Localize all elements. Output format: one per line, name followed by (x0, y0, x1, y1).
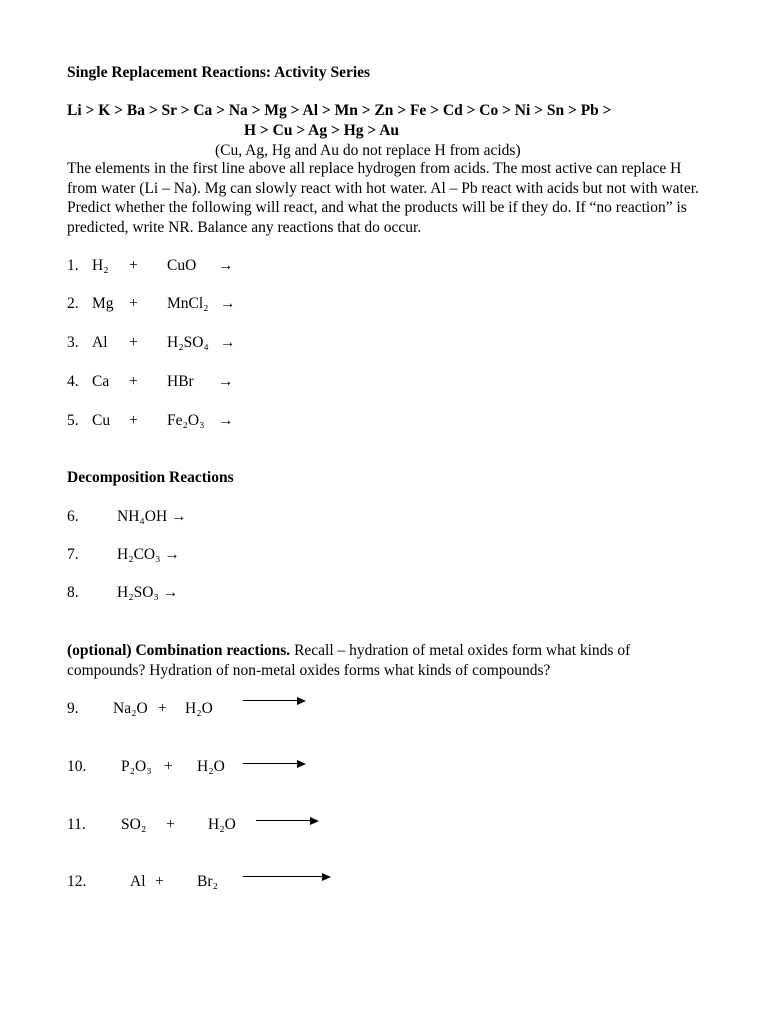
problem-number: 2. (67, 295, 79, 312)
reactant-1: H₂ (92, 257, 109, 274)
activity-series-line-1: Li > K > Ba > Sr > Ca > Na > Mg > Al > Mn > Zn > Fe > Cd > Co > Ni > Sn > Pb > (67, 102, 612, 119)
problem-number: 7. (67, 546, 79, 563)
reactant-1: Al (130, 873, 146, 890)
reaction-arrow-line (243, 876, 323, 877)
plus-sign: + (155, 873, 164, 890)
reactant-2: H₂SO₄ (167, 334, 209, 351)
problem-number: 3. (67, 334, 79, 351)
reactant-2: CuO (167, 257, 197, 274)
plus-sign: + (166, 816, 175, 833)
problem-number: 4. (67, 373, 79, 390)
combination-question: Recall – hydration of metal oxides form what kinds of compounds? Hydration of non-metal oxides forms what kinds of compounds? (67, 642, 631, 679)
reactant-2: H₂O (208, 816, 236, 833)
reaction-arrow-line (256, 820, 311, 821)
reaction-arrow: → (218, 257, 234, 274)
reactant-1: SO₂ (121, 816, 147, 833)
reaction-arrow-head (297, 697, 306, 705)
reactant-2: Fe₂O₃ (167, 412, 205, 429)
activity-series-note: (Cu, Ag, Hg and Au do not replace H from acids) (215, 142, 521, 159)
plus-sign: + (129, 373, 138, 390)
reactant-1: Na₂O (113, 700, 148, 717)
reactant-1: Ca (92, 373, 110, 390)
plus-sign: + (129, 412, 138, 429)
plus-sign: + (158, 700, 167, 717)
plus-sign: + (164, 758, 173, 775)
reactant-2: H₂O (185, 700, 213, 717)
problem-number: 8. (67, 584, 79, 601)
instructions-paragraph: The elements in the first line above all replace hydrogen from acids. The most active can replace H from water (Li – Na). Mg can slowly react with hot water. Al – Pb react with acids but not with water. Predict whether the following will react, and what the products will be if they do. If “no reaction” is predicted, write NR. Balance any reactions that do occur. (67, 160, 699, 236)
reactant-2: Br₂ (197, 873, 218, 890)
section-heading-combination: (optional) Combination reactions. (67, 642, 291, 659)
plus-sign: + (129, 334, 138, 351)
reaction-arrow-line (243, 763, 298, 764)
problem-number: 12. (67, 873, 87, 890)
reactant-1: Cu (92, 412, 111, 429)
decomposition-formula: NH₄OH → (117, 508, 187, 525)
reaction-arrow: → (218, 373, 234, 390)
decomposition-formula: H₂CO₃ → (117, 546, 180, 563)
reactant-2: H₂O (197, 758, 225, 775)
combination-intro (67, 641, 707, 680)
reaction-arrow-head (322, 873, 331, 881)
activity-series-line-2: H > Cu > Ag > Hg > Au (244, 122, 400, 139)
problem-number: 6. (67, 508, 79, 525)
reaction-arrow: → (220, 334, 236, 351)
problem-number: 9. (67, 700, 79, 717)
plus-sign: + (129, 257, 138, 274)
decomposition-formula: H₂SO₃ → (117, 584, 179, 601)
reactant-1: P₂O₃ (121, 758, 152, 775)
reactant-1: Al (92, 334, 108, 351)
reaction-arrow: → (218, 412, 234, 429)
problem-number: 1. (67, 257, 79, 274)
reaction-arrow: → (220, 295, 236, 312)
reaction-arrow-head (310, 817, 319, 825)
problem-number: 5. (67, 412, 79, 429)
reactant-2: HBr (167, 373, 194, 390)
section-heading-single-replacement: Single Replacement Reactions: Activity Series (67, 64, 371, 81)
reactant-2: MnCl₂ (167, 295, 209, 312)
reaction-arrow-head (297, 760, 306, 768)
section-heading-decomposition: Decomposition Reactions (67, 469, 234, 486)
reactant-1: Mg (92, 295, 114, 312)
plus-sign: + (129, 295, 138, 312)
reaction-arrow-line (243, 700, 298, 701)
problem-number: 11. (67, 816, 86, 833)
problem-number: 10. (67, 758, 87, 775)
